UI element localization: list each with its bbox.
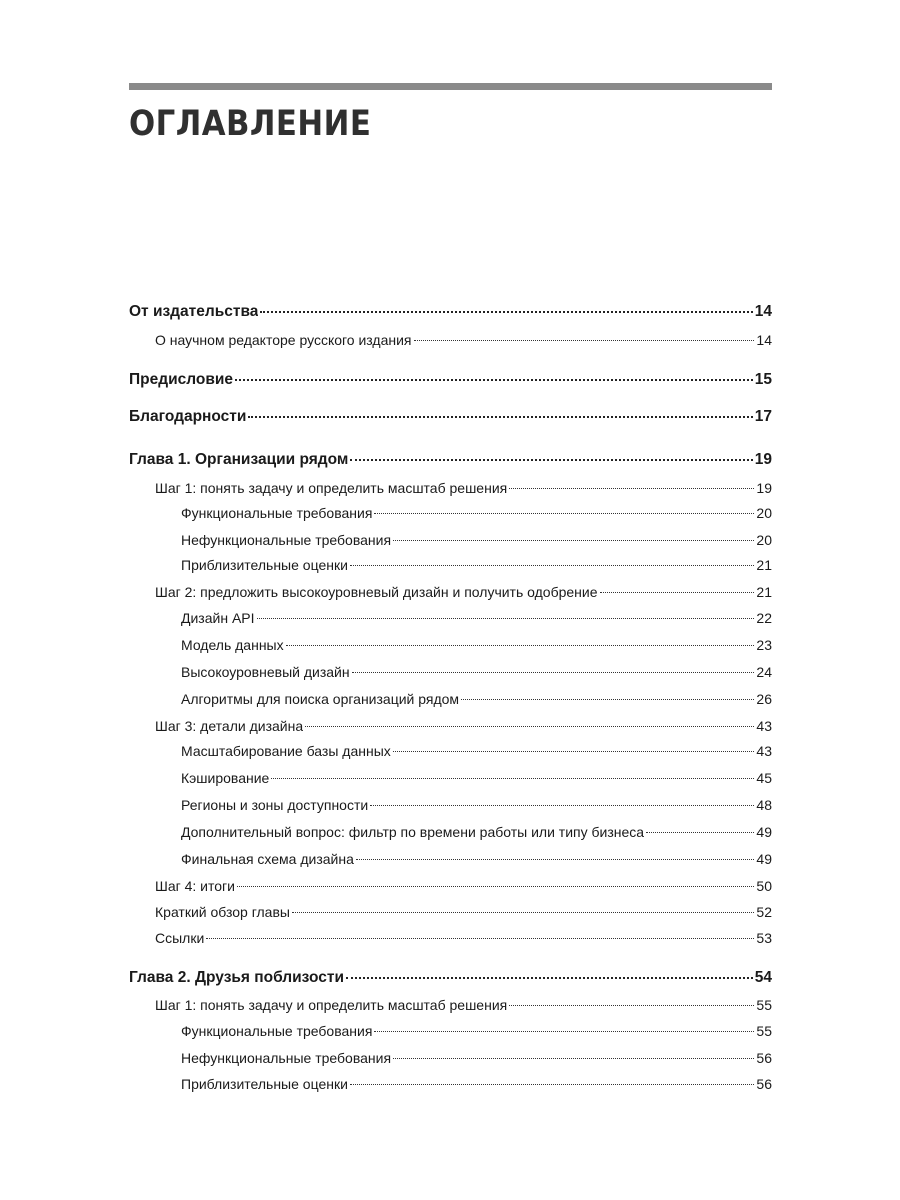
toc-entry-page: 19 <box>756 480 772 496</box>
toc-entry-page: 56 <box>756 1076 772 1092</box>
toc-leader-dots <box>292 911 754 913</box>
toc-leader-dots <box>414 339 755 341</box>
toc-leader-dots <box>350 458 752 461</box>
toc-entry-page: 22 <box>756 610 772 626</box>
toc-entry-page: 23 <box>756 637 772 653</box>
toc-entry-page: 56 <box>756 1050 772 1066</box>
toc-leader-dots <box>206 937 754 939</box>
toc-entry-label: Нефункциональные требования <box>181 1050 392 1066</box>
toc-leader-dots <box>352 671 755 673</box>
toc-entry-label: Функциональные требования <box>181 1023 373 1039</box>
toc-entry-label: Нефункциональные требования <box>181 532 392 548</box>
toc-entry-label: Кэширование <box>181 770 270 786</box>
toc-entry-page: 43 <box>756 718 772 734</box>
toc-entry-page: 20 <box>756 532 772 548</box>
toc-entry-page: 14 <box>756 332 772 348</box>
toc-entry-ch1-functional-req[interactable] <box>181 502 772 524</box>
toc-leader-dots <box>257 617 755 619</box>
toc-entry-label: От издательства <box>129 303 259 320</box>
toc-leader-dots <box>305 725 754 727</box>
toc-entry-page: 55 <box>756 997 772 1013</box>
toc-entry-label: Регионы и зоны доступности <box>181 797 369 813</box>
toc-entry-label: Функциональные требования <box>181 505 373 521</box>
toc-entry-ch1-db-scaling[interactable] <box>181 740 772 762</box>
toc-entry-ch1-step-1[interactable] <box>155 477 772 499</box>
toc-entry-label: Шаг 2: предложить высокоуровневый дизайн и получить одобрение <box>155 584 598 600</box>
toc-entry-label: Шаг 1: понять задачу и определить масштаб решения <box>155 997 508 1013</box>
toc-entry-page: 50 <box>756 878 772 894</box>
toc-entry-label: Шаг 4: итоги <box>155 878 235 894</box>
toc-entry-page: 53 <box>756 930 772 946</box>
toc-leader-dots <box>271 777 754 779</box>
toc-entry-label: Предисловие <box>129 371 234 388</box>
toc-leader-dots <box>260 310 752 313</box>
toc-entry-page: 21 <box>756 584 772 600</box>
toc-entry-ch1-algorithms[interactable] <box>181 688 772 710</box>
toc-entry-chapter-1[interactable] <box>129 449 772 471</box>
toc-entry-page: 55 <box>756 1023 772 1039</box>
toc-leader-dots <box>461 698 754 700</box>
toc-leader-dots <box>509 487 754 489</box>
toc-entry-ch2-estimates[interactable] <box>181 1073 772 1095</box>
toc-entry-ch1-regions[interactable] <box>181 794 772 816</box>
toc-entry-ch1-high-level-design[interactable] <box>181 661 772 683</box>
toc-entry-ch1-step-4[interactable] <box>155 875 772 897</box>
toc-leader-dots <box>286 644 755 646</box>
toc-leader-dots <box>346 976 753 979</box>
toc-entry-acknowledgements[interactable] <box>129 406 772 428</box>
toc-leader-dots <box>393 539 754 541</box>
toc-entry-label: Шаг 3: детали дизайна <box>155 718 304 734</box>
toc-entry-page: 14 <box>754 303 772 320</box>
toc-leader-dots <box>350 1083 755 1085</box>
toc-entry-page: 19 <box>754 451 772 468</box>
toc-entry-label: Глава 1. Организации рядом <box>129 451 349 468</box>
toc-entry-page: 54 <box>754 969 772 986</box>
toc-entry-page: 26 <box>756 691 772 707</box>
toc-leader-dots <box>350 564 755 566</box>
toc-entry-ch1-extra-question[interactable] <box>181 821 772 843</box>
toc-entry-label: Шаг 1: понять задачу и определить масштаб решения <box>155 480 508 496</box>
toc-entry-label: Масштабирование базы данных <box>181 743 391 759</box>
toc-entry-label: Дополнительный вопрос: фильтр по времени работы или типу бизнеса <box>181 824 645 840</box>
toc-entry-page: 21 <box>756 557 772 573</box>
table-of-contents <box>129 0 772 1200</box>
toc-entry-page: 15 <box>754 371 772 388</box>
toc-leader-dots <box>235 378 753 381</box>
toc-leader-dots <box>393 1057 754 1059</box>
page-title: ОГЛАВЛЕНИЕ <box>129 104 372 144</box>
toc-entry-page: 48 <box>756 797 772 813</box>
toc-entry-label: Высокоуровневый дизайн <box>181 664 350 680</box>
toc-entry-publisher[interactable] <box>129 301 772 323</box>
toc-entry-page: 24 <box>756 664 772 680</box>
toc-entry-label: Приблизительные оценки <box>181 1076 348 1092</box>
toc-entry-ch1-nonfunctional-req[interactable] <box>181 529 772 551</box>
toc-entry-ch1-estimates[interactable] <box>181 554 772 576</box>
toc-entry-preface[interactable] <box>129 369 772 391</box>
toc-entry-label: Финальная схема дизайна <box>181 851 354 867</box>
toc-entry-page: 20 <box>756 505 772 521</box>
toc-entry-ch1-final-diagram[interactable] <box>181 848 772 870</box>
toc-entry-ch1-caching[interactable] <box>181 767 772 789</box>
toc-entry-scientific-editor[interactable] <box>155 329 772 351</box>
toc-leader-dots <box>646 831 754 833</box>
toc-entry-page: 17 <box>754 408 772 425</box>
toc-entry-label: Ссылки <box>155 930 205 946</box>
toc-leader-dots <box>370 804 754 806</box>
toc-leader-dots <box>374 512 754 514</box>
toc-entry-label: Глава 2. Друзья поблизости <box>129 969 344 986</box>
toc-entry-page: 43 <box>756 743 772 759</box>
toc-entry-page: 49 <box>756 824 772 840</box>
toc-entry-page: 52 <box>756 904 772 920</box>
toc-entry-page: 49 <box>756 851 772 867</box>
toc-entry-label: О научном редакторе русского издания <box>155 332 412 348</box>
toc-entry-ch2-nonfunctional-req[interactable] <box>181 1047 772 1069</box>
toc-entry-label: Алгоритмы для поиска организаций рядом <box>181 691 460 707</box>
toc-leader-dots <box>509 1004 754 1006</box>
toc-entry-ch1-api-design[interactable] <box>181 607 772 629</box>
toc-entry-label: Дизайн API <box>181 610 255 626</box>
toc-entry-ch1-data-model[interactable] <box>181 634 772 656</box>
toc-entry-label: Благодарности <box>129 408 247 425</box>
toc-entry-ch1-references[interactable] <box>155 927 772 949</box>
toc-entry-chapter-2[interactable] <box>129 967 772 989</box>
toc-leader-dots <box>393 750 755 752</box>
toc-entry-label: Приблизительные оценки <box>181 557 348 573</box>
toc-leader-dots <box>374 1030 754 1032</box>
toc-entry-ch2-functional-req[interactable] <box>181 1020 772 1042</box>
toc-leader-dots <box>600 591 755 593</box>
toc-entry-page: 45 <box>756 770 772 786</box>
toc-leader-dots <box>248 415 752 418</box>
toc-entry-ch1-step-2[interactable] <box>155 581 772 603</box>
toc-entry-ch1-step-3[interactable] <box>155 715 772 737</box>
toc-entry-ch2-step-1[interactable] <box>155 994 772 1016</box>
toc-entry-label: Модель данных <box>181 637 284 653</box>
toc-leader-dots <box>237 885 754 887</box>
toc-leader-dots <box>356 858 755 860</box>
toc-entry-ch1-summary[interactable] <box>155 901 772 923</box>
toc-entry-label: Краткий обзор главы <box>155 904 290 920</box>
